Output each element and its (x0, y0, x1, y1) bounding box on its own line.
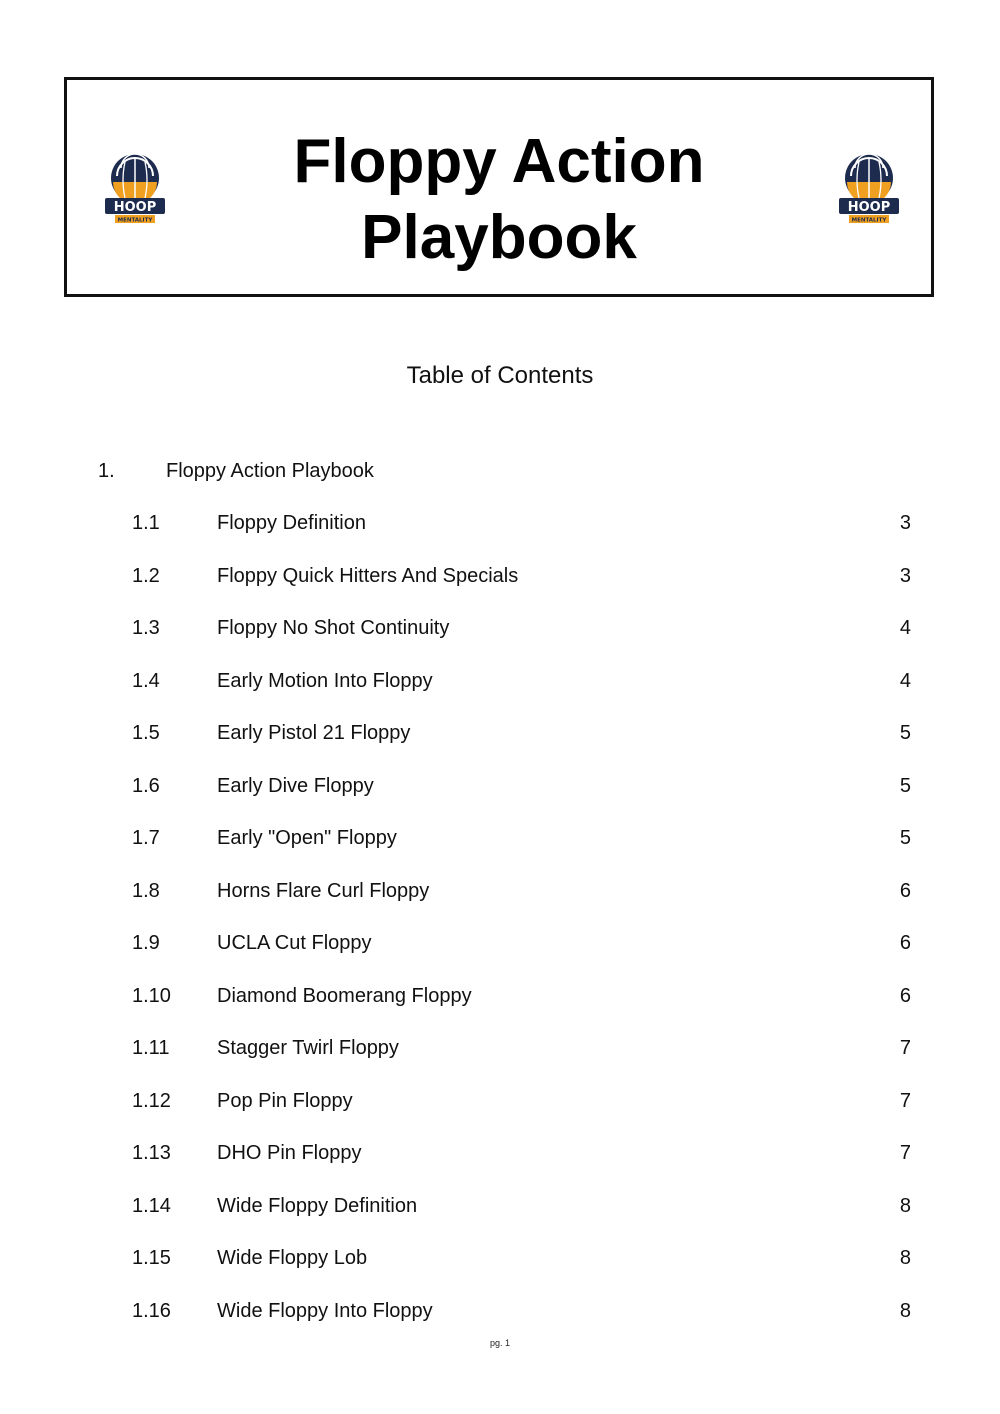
toc-entry[interactable] (0, 1142, 1000, 1195)
toc-entry-label: Floppy Definition (217, 512, 366, 534)
toc-entry[interactable] (0, 722, 1000, 775)
toc-entry-page: 3 (899, 512, 911, 534)
toc-entry-page: 5 (899, 722, 911, 744)
toc-entry-label: Pop Pin Floppy (217, 1089, 353, 1112)
toc-entry-label: Diamond Boomerang Floppy (217, 984, 472, 1007)
hoop-mentality-logo-right (837, 152, 901, 228)
logo-text: HOOP (847, 200, 891, 215)
toc-entry-page: 4 (899, 617, 911, 639)
toc-entry-label: DHO Pin Floppy (217, 1142, 362, 1164)
toc-entry-page: 7 (899, 1142, 911, 1164)
toc-entry-number: 1.6 (132, 774, 160, 797)
toc-entry-label: Early Motion Into Floppy (217, 669, 433, 692)
toc-entry[interactable] (0, 670, 1000, 723)
toc-entry[interactable] (0, 1247, 1000, 1300)
toc-heading: Table of Contents (406, 362, 594, 389)
toc-entry-label: Wide Floppy Lob (217, 1247, 368, 1269)
toc-entry-page: 5 (899, 827, 911, 849)
toc-entry-label: Early Pistol 21 Floppy (217, 722, 411, 744)
toc-entry[interactable] (0, 880, 1000, 933)
toc-entry-page: 8 (899, 1299, 911, 1322)
toc-entry[interactable] (0, 512, 1000, 565)
toc-entry-number: 1.2 (132, 564, 160, 587)
title-line-2: Playbook (361, 203, 637, 272)
toc-entry-label: Early "Open" Floppy (217, 827, 397, 849)
toc-entry-number: 1.16 (132, 1299, 171, 1322)
toc-entry[interactable] (0, 1037, 1000, 1090)
toc-entry-page: 4 (899, 669, 911, 692)
toc-entry-page: 6 (899, 932, 911, 954)
toc-entry-label: Floppy No Shot Continuity (217, 617, 450, 639)
toc-entry-label: Wide Floppy Into Floppy (217, 1299, 433, 1322)
page-title (67, 124, 931, 276)
toc-entry-label: UCLA Cut Floppy (217, 932, 372, 954)
logo-subtext: MENTALITY (117, 217, 153, 224)
toc-entry-number: 1.13 (132, 1142, 171, 1164)
toc-entry[interactable] (0, 1195, 1000, 1248)
toc-section-label: Floppy Action Playbook (166, 460, 374, 482)
toc-entry-number: 1.10 (132, 984, 171, 1007)
toc-entry-number: 1.7 (132, 827, 160, 849)
toc-entry[interactable] (0, 775, 1000, 828)
toc-entry-number: 1.15 (132, 1247, 171, 1269)
toc-entry[interactable] (0, 617, 1000, 670)
title-line-1: Floppy Action (293, 127, 705, 196)
toc-entry-number: 1.14 (132, 1194, 171, 1217)
toc-entry-page: 6 (899, 984, 911, 1007)
toc-entry-page: 7 (899, 1037, 911, 1059)
logo-subtext: MENTALITY (851, 217, 887, 224)
toc-entry-page: 7 (899, 1089, 911, 1112)
toc-entry-number: 1.8 (132, 879, 160, 902)
toc-entry[interactable] (0, 565, 1000, 618)
toc-entries (0, 512, 1000, 1352)
toc-entry-page: 8 (899, 1194, 911, 1217)
toc-entry[interactable] (0, 827, 1000, 880)
page-number-footer: pg. 1 (489, 1338, 511, 1348)
toc-entry-label: Floppy Quick Hitters And Specials (217, 564, 519, 587)
toc-entry-page: 8 (899, 1247, 911, 1269)
toc-entry[interactable] (0, 1090, 1000, 1143)
toc-section-number: 1. (98, 460, 115, 482)
toc-entry-label: Horns Flare Curl Floppy (217, 879, 430, 902)
title-box (64, 77, 934, 297)
logo-text: HOOP (113, 200, 157, 215)
toc-entry[interactable] (0, 985, 1000, 1038)
toc-entry-number: 1.1 (132, 512, 160, 534)
toc-entry-number: 1.5 (132, 722, 160, 744)
toc-entry-number: 1.12 (132, 1089, 171, 1112)
toc-entry-label: Early Dive Floppy (217, 774, 374, 797)
toc-entry-label: Wide Floppy Definition (217, 1194, 418, 1217)
toc-entry-label: Stagger Twirl Floppy (217, 1037, 399, 1059)
toc-entry-page: 5 (899, 774, 911, 797)
toc-entry-number: 1.11 (132, 1037, 170, 1059)
toc-entry-number: 1.4 (132, 669, 160, 692)
toc-entry-page: 3 (899, 564, 911, 587)
toc-entry-number: 1.3 (132, 617, 160, 639)
toc-entry-page: 6 (899, 879, 911, 902)
toc-section[interactable] (0, 460, 1000, 488)
toc-entry-number: 1.9 (132, 932, 160, 954)
toc-entry[interactable] (0, 932, 1000, 985)
